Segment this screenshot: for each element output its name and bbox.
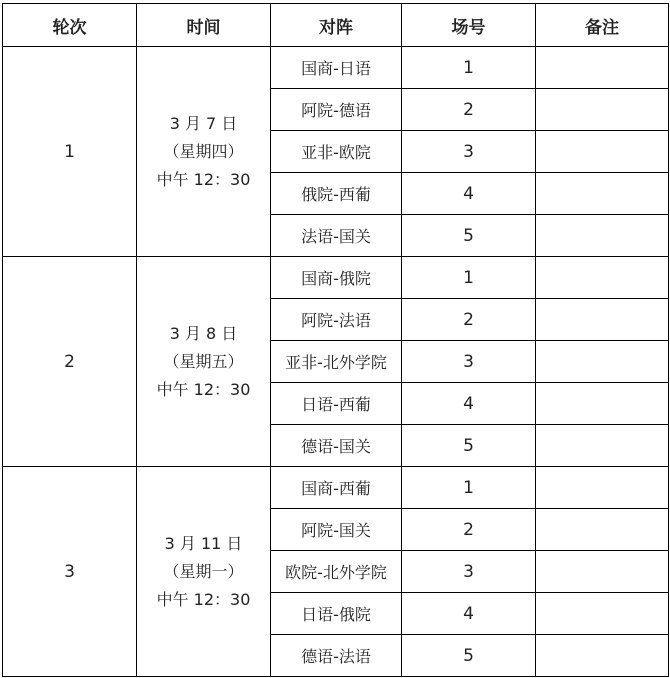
header-matchup: 对阵	[271, 4, 402, 47]
field-number: 3	[402, 341, 536, 383]
field-number: 5	[402, 215, 536, 257]
header-notes: 备注	[536, 4, 669, 47]
match-teams: 德语-法语	[271, 635, 402, 677]
match-teams: 国商-西葡	[271, 467, 402, 509]
table-row	[3, 467, 669, 509]
round-weekday: （星期四）	[163, 141, 244, 161]
match-teams: 俄院-西葡	[271, 173, 402, 215]
field-number: 3	[402, 551, 536, 593]
match-teams: 亚非-北外学院	[271, 341, 402, 383]
match-teams: 阿院-德语	[271, 89, 402, 131]
field-number: 1	[402, 467, 536, 509]
notes-cell	[536, 257, 669, 299]
header-row	[3, 4, 669, 47]
match-teams: 阿院-国关	[271, 509, 402, 551]
round-weekday: （星期五）	[163, 351, 244, 371]
field-number: 4	[402, 593, 536, 635]
notes-cell	[536, 467, 669, 509]
notes-cell	[536, 551, 669, 593]
field-number: 4	[402, 383, 536, 425]
round-time-cell	[137, 47, 271, 257]
match-teams: 欧院-北外学院	[271, 551, 402, 593]
notes-cell	[536, 89, 669, 131]
field-number: 5	[402, 635, 536, 677]
notes-cell	[536, 509, 669, 551]
notes-cell	[536, 215, 669, 257]
header-field: 场号	[402, 4, 536, 47]
round-time-cell	[137, 257, 271, 467]
notes-cell	[536, 299, 669, 341]
notes-cell	[536, 173, 669, 215]
notes-cell	[536, 425, 669, 467]
field-number: 2	[402, 299, 536, 341]
header-time: 时间	[137, 4, 271, 47]
match-teams: 亚非-欧院	[271, 131, 402, 173]
round-time: 中午 12：30	[156, 169, 251, 189]
round-time-cell	[137, 467, 271, 677]
field-number: 1	[402, 47, 536, 89]
notes-cell	[536, 47, 669, 89]
field-number: 1	[402, 257, 536, 299]
field-number: 5	[402, 425, 536, 467]
round-number: 3	[3, 467, 137, 677]
round-number: 1	[3, 47, 137, 257]
round-time: 中午 12：30	[156, 589, 251, 609]
round-date: 3 月 7 日	[169, 113, 238, 133]
notes-cell	[536, 383, 669, 425]
header-round: 轮次	[3, 4, 137, 47]
notes-cell	[536, 635, 669, 677]
match-teams: 法语-国关	[271, 215, 402, 257]
notes-cell	[536, 593, 669, 635]
round-date: 3 月 8 日	[169, 323, 238, 343]
schedule-table	[2, 3, 669, 677]
round-date: 3 月 11 日	[164, 533, 243, 553]
notes-cell	[536, 341, 669, 383]
notes-cell	[536, 131, 669, 173]
field-number: 4	[402, 173, 536, 215]
table-row	[3, 47, 669, 89]
match-teams: 日语-西葡	[271, 383, 402, 425]
match-teams: 国商-俄院	[271, 257, 402, 299]
field-number: 2	[402, 89, 536, 131]
round-time: 中午 12：30	[156, 379, 251, 399]
round-number: 2	[3, 257, 137, 467]
match-teams: 阿院-法语	[271, 299, 402, 341]
match-teams: 日语-俄院	[271, 593, 402, 635]
field-number: 3	[402, 131, 536, 173]
match-teams: 德语-国关	[271, 425, 402, 467]
match-teams: 国商-日语	[271, 47, 402, 89]
round-weekday: （星期一）	[163, 561, 244, 581]
table-row	[3, 257, 669, 299]
field-number: 2	[402, 509, 536, 551]
schedule-body	[3, 47, 669, 677]
